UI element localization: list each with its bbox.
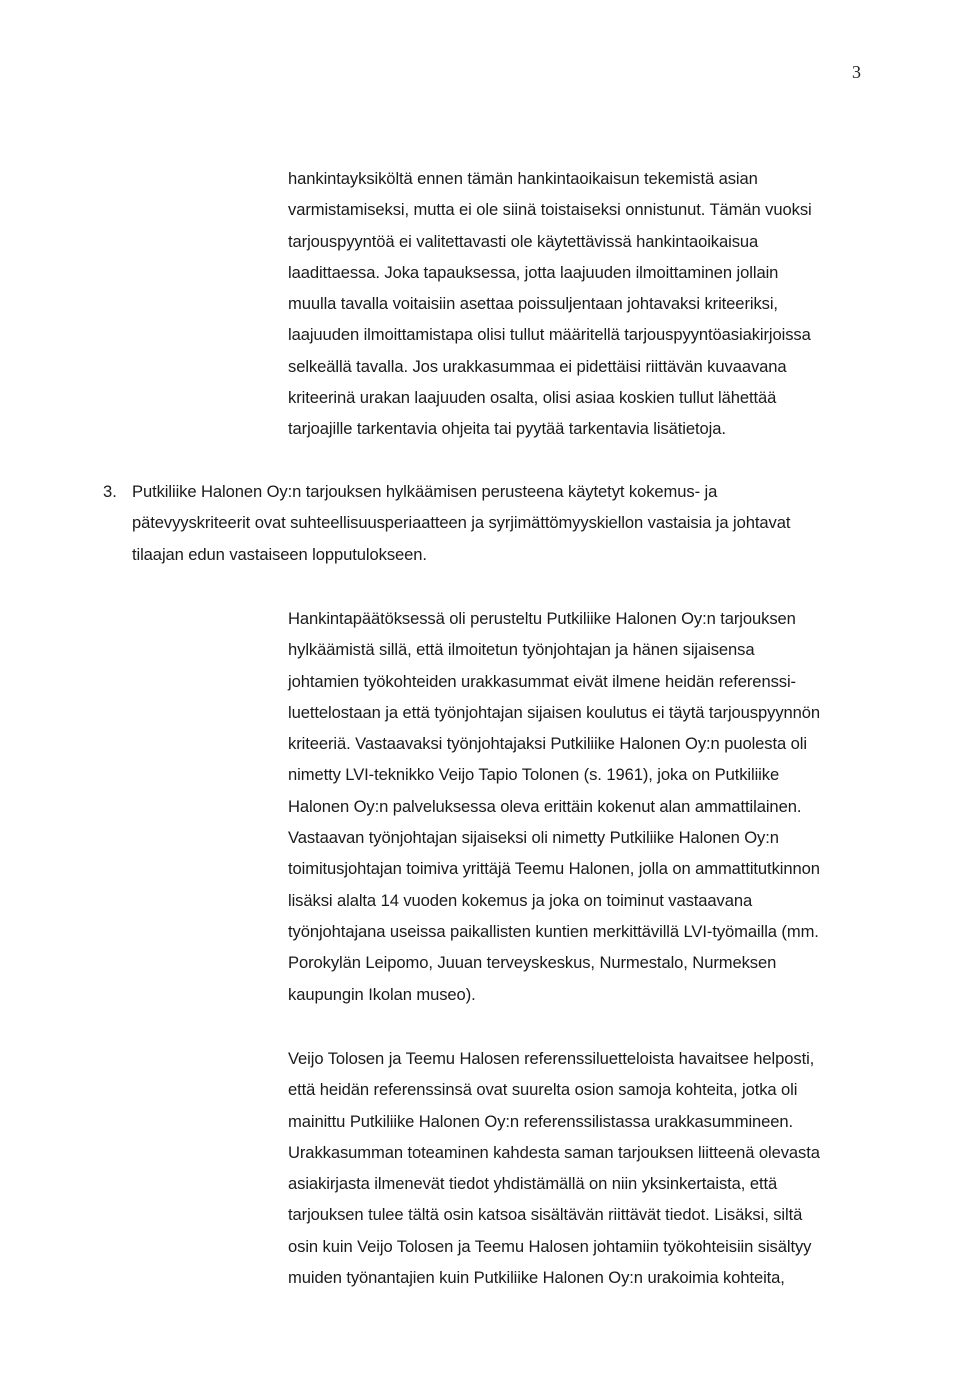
text-line: hankintayksiköltä ennen tämän hankintaoikaisun tekemistä asian — [288, 169, 758, 188]
text-line: hylkäämistä sillä, että ilmoitetun työnjohtajan ja hänen sijaisensa — [288, 640, 755, 660]
text-line: kriteerinä urakan laajuuden osalta, olisi asiaa koskien tullut lähettää — [288, 388, 777, 408]
text-line: varmistamiseksi, mutta ei ole siinä toistaiseksi onnistunut. Tämän vuoksi — [288, 200, 812, 220]
item-number: 3. — [103, 482, 117, 501]
text-line: toimitusjohtajan toimiva yrittäjä Teemu Halonen, jolla on ammattitutkinnon — [288, 859, 820, 879]
text-line: Putkiliike Halonen Oy:n tarjouksen hylkäämisen perusteena käytetyt kokemus- ja — [132, 482, 718, 501]
text-line: tarjoajille tarkentavia ohjeita tai pyytää tarkentavia lisätietoja. — [288, 419, 726, 439]
text-line: lisäksi alalta 14 vuoden kokemus ja joka on toiminut vastaavana — [288, 890, 753, 910]
text-line: selkeällä tavalla. Jos urakkasummaa ei pidettäisi riittävän kuvaavana — [288, 356, 787, 376]
text-line: että heidän referenssinsä ovat suurelta osion samoja kohteita, jotka oli — [288, 1080, 798, 1100]
text-line: Vastaavan työnjohtajan sijaiseksi oli nimetty Putkiliike Halonen Oy:n — [288, 828, 779, 848]
text-line: osin kuin Veijo Tolosen ja Teemu Halosen johtamiin työkohteisiin sisältyy — [288, 1236, 812, 1256]
page-number: 3 — [852, 62, 861, 82]
text-line: nimetty LVI-teknikko Veijo Tapio Tolonen (s. 1961), joka on Putkiliike — [288, 765, 780, 785]
text-line: työnjohtajana useissa paikallisten kuntien merkittävillä LVI-työmailla (mm. — [288, 921, 819, 941]
item-heading — [132, 476, 892, 570]
text-line: tilaajan edun vastaiseen lopputulokseen. — [132, 544, 427, 564]
text-line: kriteeriä. Vastaavaksi työnjohtajaksi Putkiliike Halonen Oy:n puolesta oli — [288, 734, 807, 754]
text-line: Veijo Tolosen ja Teemu Halosen referenssiluetteloista havaitsee helposti, — [288, 1049, 815, 1068]
text-line: asiakirjasta ilmenevät tiedot yhdistämällä on niin yksinkertaista, että — [288, 1174, 778, 1194]
text-line: laadittaessa. Joka tapauksessa, jotta laajuuden ilmoittaminen jollain — [288, 262, 779, 282]
text-line: Hankintapäätöksessä oli perusteltu Putkiliike Halonen Oy:n tarjouksen — [288, 609, 796, 628]
text-line: pätevyyskriteerit ovat suhteellisuusperiaatteen ja syrjimättömyyskiellon vastaisia ja johtavat — [132, 513, 791, 533]
text-line: luettelostaan ja että työnjohtajan sijaisen koulutus ei täytä tarjouspyynnön — [288, 702, 821, 722]
text-line: Halonen Oy:n palveluksessa oleva erittäin kokenut alan ammattilainen. — [288, 796, 802, 816]
text-line: tarjouksen tulee tältä osin katsoa sisältävän riittävät tiedot. Lisäksi, siltä — [288, 1205, 803, 1225]
text-line: johtamien työkohteiden urakkasummat eivät ilmene heidän referenssi- — [288, 671, 796, 691]
text-line: tarjouspyyntöä ei valitettavasti ole käytettävissä hankintaoikaisua — [288, 231, 759, 251]
paragraph-hankintapaatos — [288, 603, 888, 1010]
text-line: mainittu Putkiliike Halonen Oy:n referenssilistassa urakkasummineen. — [288, 1111, 794, 1131]
paragraph-continuation — [288, 163, 888, 445]
text-line: muulla tavalla voitaisiin asettaa poissuljentaan johtavaksi kriteeriksi, — [288, 294, 778, 314]
text-line: kaupungin Ikolan museo). — [288, 984, 476, 1004]
text-line: Urakkasumman toteaminen kahdesta saman tarjouksen liitteenä olevasta — [288, 1142, 820, 1162]
text-line: laajuuden ilmoittamistapa olisi tullut määritellä tarjouspyyntöasiakirjoissa — [288, 325, 811, 345]
paragraph-referenssit — [288, 1043, 888, 1293]
text-line: muiden työnantajien kuin Putkiliike Halonen Oy:n urakoimia kohteita, — [288, 1268, 785, 1288]
text-line: Porokylän Leipomo, Juuan terveyskeskus, Nurmestalo, Nurmeksen — [288, 953, 777, 973]
